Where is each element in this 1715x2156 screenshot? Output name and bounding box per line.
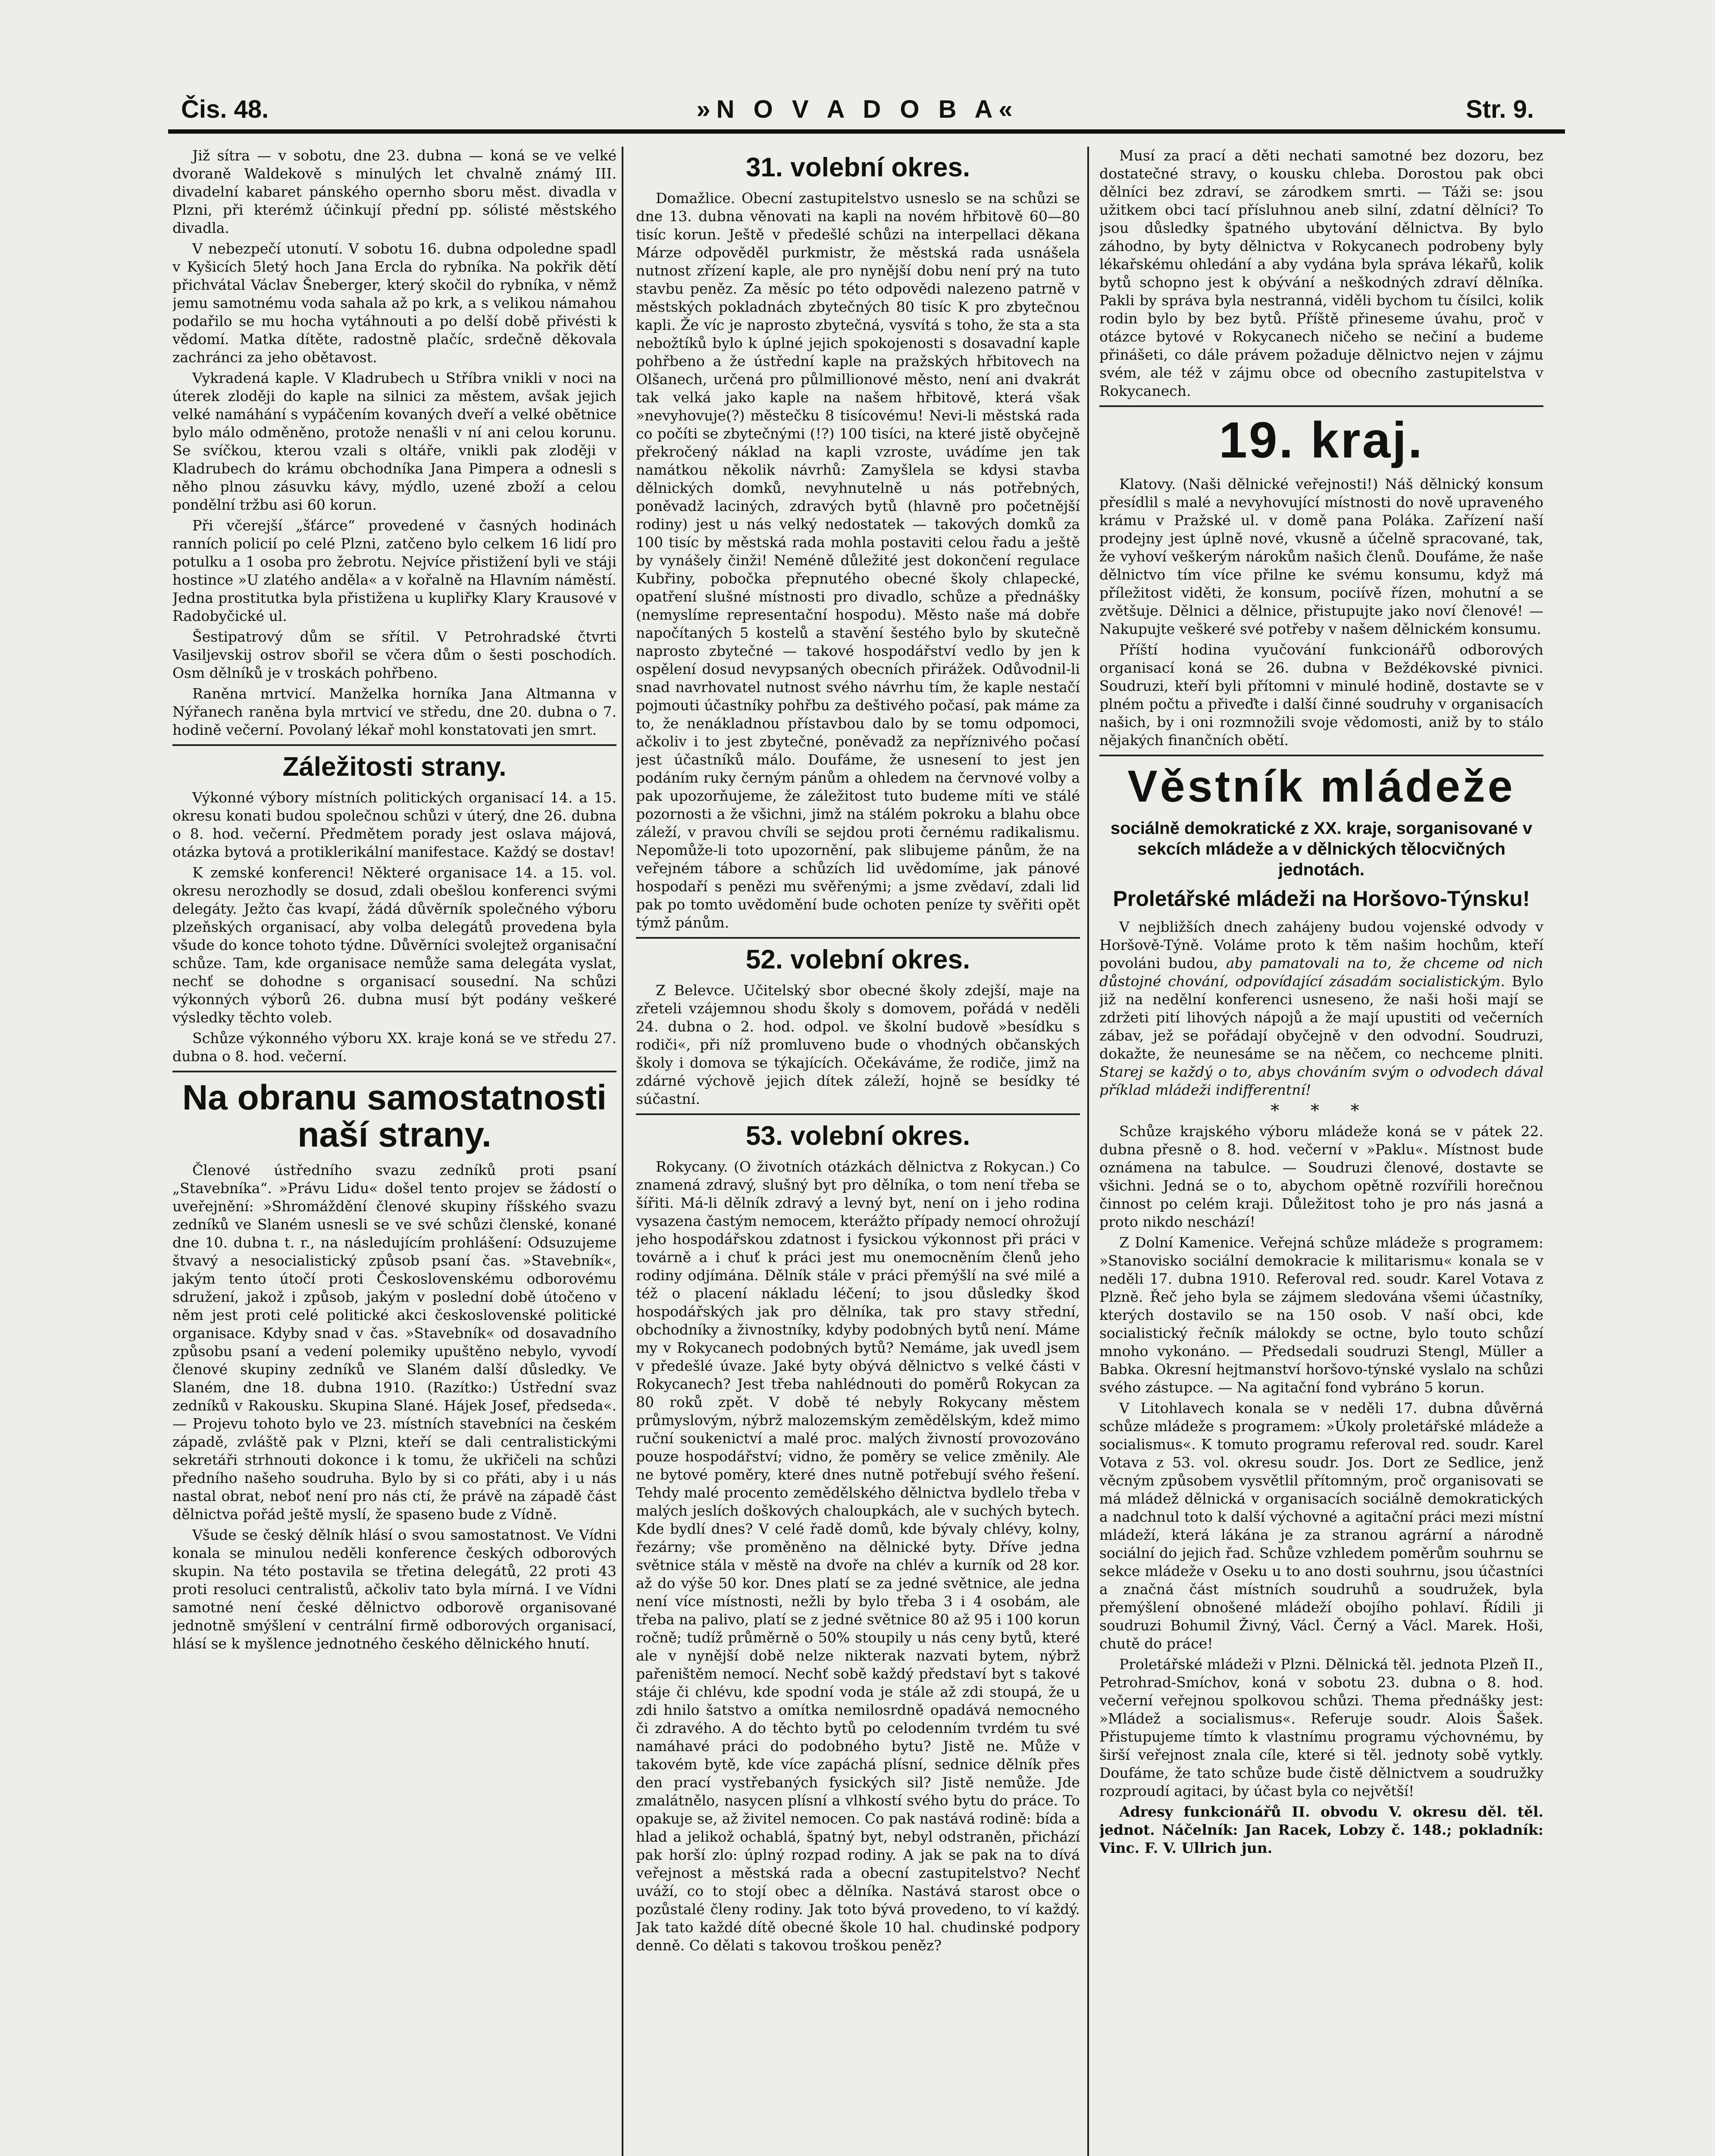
heading-52-okres: 52. volební okres.: [745, 945, 970, 975]
notice-starka: Při včerejší „šťárce“ provedené v časných hodinách ranních policií po celé Plzni, zatčeno bylo celkem 16 lidí pro potulku a 1 osoba pro žebrotu. Nejvíce přistižení byli ve stáji hostince »U zlatého anděla« a v kořalně na Hlavním náměstí. Jedna prostitutka byla přistižena u kupliřky Klary Krausové v Radobyčické ul.: [172, 517, 617, 624]
notice-mrtvice: Raněna mrtvicí. Manželka horníka Jana Altmanna v Nýřanech raněna byla mrtvicí ve středu, dne 20. dubna o 7. hodině večerní. Povolaný lékař mohl konstatovati jen smrt.: [172, 685, 617, 738]
article-belevce: Z Belevce. Učitelský sbor obecné školy zdejší, maje na zřeteli vzájemnou shodu školy s domovem, pořádá v neděli 24. dubna o 2. hod. odpol. ve školní budově »besídku s rodiči«, při níž promluveno bude o vhodných občanských školy i domova se týkajících. Očekáváme, že rodiče, jimž na zdárné výchově jejich dítek záleží, hojně se besídky té súčastní.: [636, 982, 1080, 1108]
column-divider-1: [622, 147, 623, 2156]
heading-horsovo-tynsko: Proletářské mládeži na Horšovo-Týnsku!: [1113, 887, 1530, 911]
section-rule: [172, 1071, 617, 1072]
article-domazlice: Domažlice. Obecní zastupitelstvo usneslo se na schůzi se dne 13. dubna věnovati na kapli na novém hřbitově 60—80 tisíc korun. Ještě v předešlé schůzi na interpellaci děkana Márze odpověděl purkmistr, že městská rada usnášela nutnost zřízení kaple, ale pro nynější dobu není prý na tuto stavbu peněz. Za měsíc po této odpovědi nalezeno patrně v městských pokladnách zbytečných 80 tisíc K pro zbytečnou kapli. Že víc je naprosto zbytečná, vysvítá s toho, že sta a sta nebožtíků bylo k úplné jejich spokojenosti s dosavadní kaple pohřbeno a že ústřední kaple na pražských hřbitovech na Olšanech, určená pro půlmillionové město, není ani dvakrát tak velká jako kaple na našem hřbitově, která však »nevyhovuje(?) městečku 8 tisícovému! Nevi-li městská rada co počíti se zbytečnými (!?) 100 tisíci, na které jistě obyčejně překročený náklad na kapli vzroste, uvádíme jen tak namátkou několik návrhů: Zamyšlela se kdysi stavba dělnických domků, nevyhnutelně u nás potřebných, poněvadž laciných, zdravých bytů (hlavně pro početnější rodiny) jest u nás velký nedostatek — takových domků za 100 tisíc by městská rada mohla postaviti celou řadu a ještě by vynášely činži! Neméně důležité jest dokončení regulace Kubřiny, pobočka přepnutého obecné školy chlapecké, opatření slušné místnosti pro divadlo, schůze a přednášky (nemyslíme representační hospodu). Město naše má dobře napočítaných 5 kostelů a stavění šestého bylo by skutečně naprosto zbytečné — takové hospodářství vedlo by jen k ospělení dosud nevypsaných obecních přirážek. Odůvodnil-li snad navrhovatel nutnost svého návrhu tím, že kaple nestačí pojmouti účastníky pohřbu za deštivého počasí, pak máme za to, že nenákladnou přístavbou dalo by se tomu odpomoci, ačkoliv i to jest zbytečné, poněvadž za nepříznivého počasí jest účastníků málo. Doufáme, že usnesení to jest jen podáním ruky černým pánům a ohledem na červnové volby a pak upozorňujeme, že záležitost tuto budeme míti ve stálé pozornosti a že všichni, jimž na stálém pokroku a blahu obce záleží, v pravou chvíli se sejdou proti černému radikalismu. Nepomůže-li toto upozornění, pak slibujeme pánům, že na veřejném tábore a schůzích lid uvědomíme, jak pánové hospodaří s penězi mu svěřenými; a jsme zvědaví, zdali lid pak po tomto uvědomění bude ochoten peníze ty svěřiti opět týmž pánům.: [636, 190, 1080, 931]
notice-adresy: Adresy funkcionářů II. obvodu V. okresu děl. těl. jednot. Náčelník: Jan Racek, Lobzy č. 148.; pokladník: Vinc. F. V. Ullrich jun.: [1099, 1803, 1543, 1857]
section-stars: * * *: [1271, 1101, 1372, 1121]
header-rule: [168, 129, 1565, 134]
heading-vestnik-mladeze: Věstník mládeže: [1127, 761, 1515, 812]
column-1: [172, 147, 617, 2156]
notice-krajsky-vybor: Schůze krajského výboru mládeže koná se v pátek 22. dubna přesně o 8. hod. večerní v »Paklu«. Místnost bude oznámena na tabulce. — Soudruzi členové, dostavte se všichni. Jedná se o to, abychom opětně rozvířili horečnou činnost po celém kraji. Důležitost toho je pro nás jasná a proto nikdo neschází!: [1099, 1123, 1543, 1231]
column-divider-2: [1087, 147, 1089, 2156]
article-zednici: Členové ústředního svazu zedníků proti psaní „Stavebníka“. »Právu Lidu« došel tento projev se žádostí o uveřejnění: »Shromáždění členové skupiny říšského svazu zedníků ve Slaném usnesli se ve své schůzi členské, konané dne 10. dubna t. r., na následujícím prohlášení: Odsuzujeme štvavý a nesocialistický způsob psaní čas. »Stavebník«, jakým tento útočí proti Československému odborovému sdružení, jakož i způsob, jakým v poslední době útočeno v něm jest proti celé politické akci československé politické organisace. Kdyby snad v čas. »Stavebník« od dosavadního způsobu psaní a vedení polemiky upuštěno nebylo, vyvodí členové skupiny zedníků ve Slaném další důsledky. Ve Slaném, dne 18. dubna 1910. (Razítko:) Ústřední svaz zedníků v Rakousku. Skupina Slané. Hájek Josef, předseda«. — Projevu tohoto bylo ve 23. místních stavebníci na českém západě, zvláště pak v Plzni, kteří se dali centralistickými sekretáři strhnouti dokonce i k tomu, že ukřičeli na schůzi předního našeho soudruha. Bylo by si co přáti, aby i u nás nastal obrat, neboť není pro nás ctí, že právě na západě část dělnictva pořád ještě myslí, že spaseno bude z Vídně.: [172, 1162, 617, 1523]
notice-hodina: Příští hodina vyučování funkcionářů odborových organisací koná se 26. dubna v Beždékovské pivnici. Soudruzi, kteří byli přítomni v minulé hodině, dostavte se v plném počtu a přiveďte i další činné soudruhy v organisacích našich, by i oni rozmnožili svoje vědomosti, aniž by to stálo nějakých finančních obětí.: [1099, 641, 1543, 749]
section-rule: [636, 1113, 1080, 1115]
notice-vybory: Výkonné výbory místních politických organisací 14. a 15. okresu konati budou společnou schůzi v úterý, dne 26. dubna o 8. hod. večerní. Předmětem porady jest oslava májová, otázka bytová a protiklerikální manifestace. Každý se dostav!: [172, 789, 617, 861]
section-rule: [636, 937, 1080, 939]
heading-19-kraj: 19. kraj.: [1219, 412, 1424, 469]
article-klatovy: Klatovy. (Naši dělnické veřejnosti!) Náš dělnický konsum přesídlil s malé a nevyhovující místnosti do nově upraveného krámu v Pražské ul. v domě pana Poláka. Zařízení naší prodejny jest úplně nové, vkusně a účelně spracované, tak, že vyhoví veškerým nárokům našich členů. Doufáme, že naše dělnictvo tím více přilne ke svému konsumu, když má příležitost viděti, že konsum, pociívě řízen, mohutní a se zvětšuje. Dělnici a dělnice, přistupujte jako noví členové! — Nakupujte veškeré své potřeby v našem dělnickém konsumu.: [1099, 475, 1543, 637]
vestnik-subtitle: sociálně demokratické z XX. kraje, sorganisované v sekcích mládeže a v dělnických tělocvičných jednotách.: [1110, 819, 1533, 880]
article-odvody: V nejbližších dnech zahájeny budou vojenské odvody v Horšově-Týně. Voláme proto k těm našim hochům, kteří povoláni budou, aby pamatovali na to, že chceme od nich důstojné chování, odpovídající zásadám socialistickým. Bylo již na nedělní konferenci usneseno, že naši hoši mají se zdržeti pití lihových nápojů a že mají upustiti od večerních zábav, jež se pořádají obyčejně v den odvodní. Soudruzi, dokažte, že neunesáme se na něčem, co nechceme plniti. Starej se každý o to, abys chováním svým o odvodech dával příklad mládeži indifferentní!: [1099, 918, 1543, 1099]
notice-kaple: Vykradená kaple. V Kladrubech u Stříbra vnikli v noci na úterek zloději do kaple na silnici za městem, avšak jejich velké namáhání s vypáčením kovaných dveří a velké obětnice bylo málo odměněno, protože nenašli v ní ani celou korunu. Se svíčkou, kterou vzali s oltáře, vnikli pak zloději v Kladrubech do krámu obchodníka Jana Pimpera a odnesli s něho plnou zásuvku kávy, mýdlo, uzené zboží a celou pondělní tržbu asi 60 korun.: [172, 370, 617, 513]
article-rokycany-cont: Musí za prací a děti nechati samotné bez dozoru, bez dostatečné stravy, o kousku chleba. Dorostou pak obci dělníci bez zdraví, se zárodkem smrti. — Táži se: jsou užitkem obci tací přísluhnou aneb silní, zdatní dělníci? To jsou důsledky špatného ubytování dělnictva. By bylo záhodno, by byty dělnictva v Rokycanech podrobeny byly lékařskému ohledání a aby vydána byla správa lékařů, kolik bytů schopno jest k obývání a neškodných zdraví dělníka. Pakli by správa byla nestranná, viděli bychom tu čísilci, kolik rodin bylo by bez bytů. Příště přineseme úvahu, proč v otázce bytové v Rokycanech ničeho se nečiní a budeme přinášeti, co dále právem požaduje dělnictvo nejen v zájmu svém, ale též v zájmu obce od obecního zastupitelstva v Rokycanech.: [1099, 147, 1543, 399]
notice-kabaret: Již sítra — v sobotu, dne 23. dubna — koná se ve velké dvoraně Waldekově s minulých let chvalně známý III. divadelní kabaret pánského opernho sboru měst. divadla v Plzni, při kterémž účinkují přední pp. sólisté městského divadla.: [172, 147, 617, 236]
heading-zalezitosti-strany: Záležitosti strany.: [282, 752, 507, 782]
page-number: Str. 9.: [1466, 95, 1534, 123]
section-rule: [1099, 405, 1543, 407]
heading-31-okres: 31. volební okres.: [745, 153, 970, 182]
notice-schuze-xx: Schůze výkonného výboru XX. kraje koná se ve středu 27. dubna o 8. hod. večerní.: [172, 1030, 617, 1065]
notice-utonuti: V nebezpečí utonutí. V sobotu 16. dubna odpoledne spadl v Kyšicích 5letý hoch Jana Ercla do rybníka. Na pokřik dětí přichvátal Václav Šneberger, který skočil do rybníka, v němž jemu samotnému voda sahala až po krk, a s velikou námahou podařilo se mu hocha vytáhnouti a po delší době přivésti k vědomí. Matka dítěte, radostně plačíc, srdečně děkovala zachránci za jeho obětavost.: [172, 240, 617, 366]
notice-dum: Šestipatrový dům se sřítil. V Petrohradské čtvrti Vasiljevskij ostrov sbořil se včera dům o šesti poschodích. Osm dělníků je v troskách pohřbeno.: [172, 628, 617, 681]
issue-number: Čis. 48.: [181, 95, 269, 123]
column-3: [1099, 147, 1543, 2156]
heading-53-okres: 53. volební okres.: [745, 1121, 970, 1151]
masthead-title: »N O V A D O B A«: [696, 95, 1019, 123]
column-2: [636, 147, 1080, 2156]
article-rokycany: Rokycany. (O životních otázkách dělnictva z Rokycan.) Co znamená zdravý, slušný byt pro dělníka, o tom není třeba se šířiti. Má-li dělník zdravý a levný byt, není on i jeho rodina vysazena častým nemocem, kterážto případy nemocí ohrožují jeho hospodářskou zdatnost i fysickou výkonnost při práci v továrně a i chuť k práci jest mu onemocněním členů jeho rodiny odjímána. Dělník stále v práci přemýšlí na své milé a též o placení nákladu léčení; to jsou důsledky škod hospodářských jak pro dělníka, tak pro stavy střední, obchodníky a živnostníky, kdyby podobných bytů není. Máme my v Rokycanech podobných bytů? Nemáme, jak uvedl jsem v předešlé úvaze. Jaké byty obývá dělnictvo s velké části v Rokycanech? Jest třeba nahlédnouti do poměrů Rokycan za 80 roků zpět. V době té nebyly Rokycany městem průmyslovým, nýbrž malozemským zemědělským, kdež mimo ruční soukenictví a malé proc. malých živností provozováno pouze hospodářství; vidno, že poměry se velice změnily. Ale ne bytové poměry, které dnes nutně potřebují svého řešení. Tehdy malé procento zemědělského dělnictva bydlelo třeba v malých jeslích doškových chaloupkách, ale v suchých bytech. Kde bydlí dnes? V celé řadě domů, kde bývaly chlévy, kolny, řezárny; vše proměněno na dělnické byty. Dříve jedna světnice stála v městě na dvoře na chlév a kurník od 28 kor. až do výše 50 kor. Dnes platí se za jedné světnice, ale jedna není více místnosti, nežli by bylo třeba 3 i 4 osobám, ale třeba na palivo, platí se z jedné světnice 80 až 95 i 100 korun ročně; tudíž průměrně o 50% stoupily u nás ceny bytů, které ale v nynější době nelze nikterak nazvati bytem, nýbrž pařeništěm nemocí. Nechť sobě každý představí byt s takové stáje či chlévu, kde spodní voda je stále až zdi stoupá, že u zdi hnilo šatstvo a omítka nemilosrdně opadává nemocného či zdravého. A do těchto bytů po celodenním tvrdém tu své namáhavé práci do podobného bytu? Jistě ne. Může v takovém bytě, kde více zapáchá plísní, sednice dělník přes den prací vystřebaných fysických sil? Jistě nemůže. Jde zmalátnělo, nasycen plísní a vlhkostí svého bytu do práce. To opakuje se, až živitel nemocen. Co pak nastává rodině: bída a hlad a jelikož ochablá, špatný byt, nebyl odstraněn, přichází pak horší zlo: úplný rozpad rodiny. A jak se pak na to dívá veřejnost a městská rada a obecní zastupitelstvo? Nechť uváží, co to stojí obec a dělníka. Nastává starost obce o pozůstalé členy rodiny. Jak toto bývá provedeno, to ví každý. Jak tato každé dítě obecné škole 10 hal. chudinské podpory denně. Co dělati s takovou troškou peněz?: [636, 1158, 1080, 1954]
notice-litohlavy: V Litohlavech konala se v neděli 17. dubna důvěrná schůze mládeže s programem: »Úkoly proletářské mládeže a socialismus«. K tomuto programu referoval red. soudr. Karel Votava z 53. vol. okresu soudr. Jos. Dort ze Sedlice, jenž věcným způsobem vysvětlil přítomným, proč organisovati se má mládež dělnická v organisacích sociálně demokratických a nadchnul toto k další výchovné a agitační práci mezi místní mládeží, která lákána je za stranou agrární a národně sociální do jejich řad. Schůze vzhledem poměrům souhrnu se sekce mládeže v Oseku u to ano dosti souhrnu, jsou účastníci a značná část místních soudruhů a soudružek, byla přemýšlení obnošené mládeží obojího pohlaví. Řídili ji soudruzi Bohumil Živný, Václ. Černý a Václ. Marek. Hoši, chutě do práce!: [1099, 1400, 1543, 1652]
article-vsude: Všude se český dělník hlásí o svou samostatnost. Ve Vídni konala se minulou neděli konference českých odborových skupin. Na této postavila se třetina delegátů, 22 proti 43 proti resoluci centralistů, ačkoliv tato byla mírná. I ve Vídni samotné není české dělnictvo odborově organisované jednotně smýšlení v centrální firmě odborových organisací, hlásí se k myšlence jednotného českého dělnického hnutí.: [172, 1526, 617, 1652]
section-rule: [172, 744, 617, 746]
heading-na-obranu: Na obranu samostatnosti naší strany.: [182, 1078, 607, 1155]
section-rule: [1099, 755, 1543, 756]
notice-dolni-kamenice: Z Dolní Kamenice. Veřejná schůze mládeže s programem: »Stanovisko sociální demokracie k militarismu« konala se v neděli 17. dubna 1910. Referoval red. soudr. Karel Votava z Plzně. Řeč jeho byla se zájmem sledována všemi účastníky, kterých dostavilo se na 150 osob. V naší obci, kde socialistický řečník málokdy se octne, bylo touto schůzí mnoho vykonáno. — Předsedali soudruzi Stengl, Müller a Babka. Okresní hejtmanství horšovo-týnské vyslalo na schůzi svého zástupce. — Na agitační fond vybráno 5 korun.: [1099, 1234, 1543, 1396]
notice-konference: K zemské konferenci! Některé organisace 14. a 15. vol. okresu nerozhodly se dosud, zdali obešlou konferenci svými delegáty. Ježto čas kvapí, žádá důvěrník společného výboru plzeňských organisací, aby volba delegátů provedena byla všude do konce tohoto týdne. Důvěrníci svolejtež organisační schůze. Tam, kde organisace nemůže sama delegáta vyslat, nechť se dohodne s organisací sousední. Na schůzi výkonných výborů 26. dubna musí být podány veškeré výsledky těchto voleb.: [172, 864, 617, 1026]
notice-plzen-mladez: Proletářské mládeži v Plzni. Dělnická těl. jednota Plzeň II., Petrohrad-Smíchov, koná v sobotu 23. dubna o 8. hod. večerní veřejnou spolkovou schůzi. Thema přednášky jest: »Mládež a socialismus«. Referuje soudr. Alois Šašek. Přistupujeme tímto k vlastnímu programu výchovnému, by širší veřejnost znala cíle, které si těl. jednoty sobě vytkly. Doufáme, že tato schůze bude čistě dělnictvem a soudružky rozproudí agitaci, by účast byla co největší!: [1099, 1656, 1543, 1800]
page-header: [164, 91, 1551, 125]
